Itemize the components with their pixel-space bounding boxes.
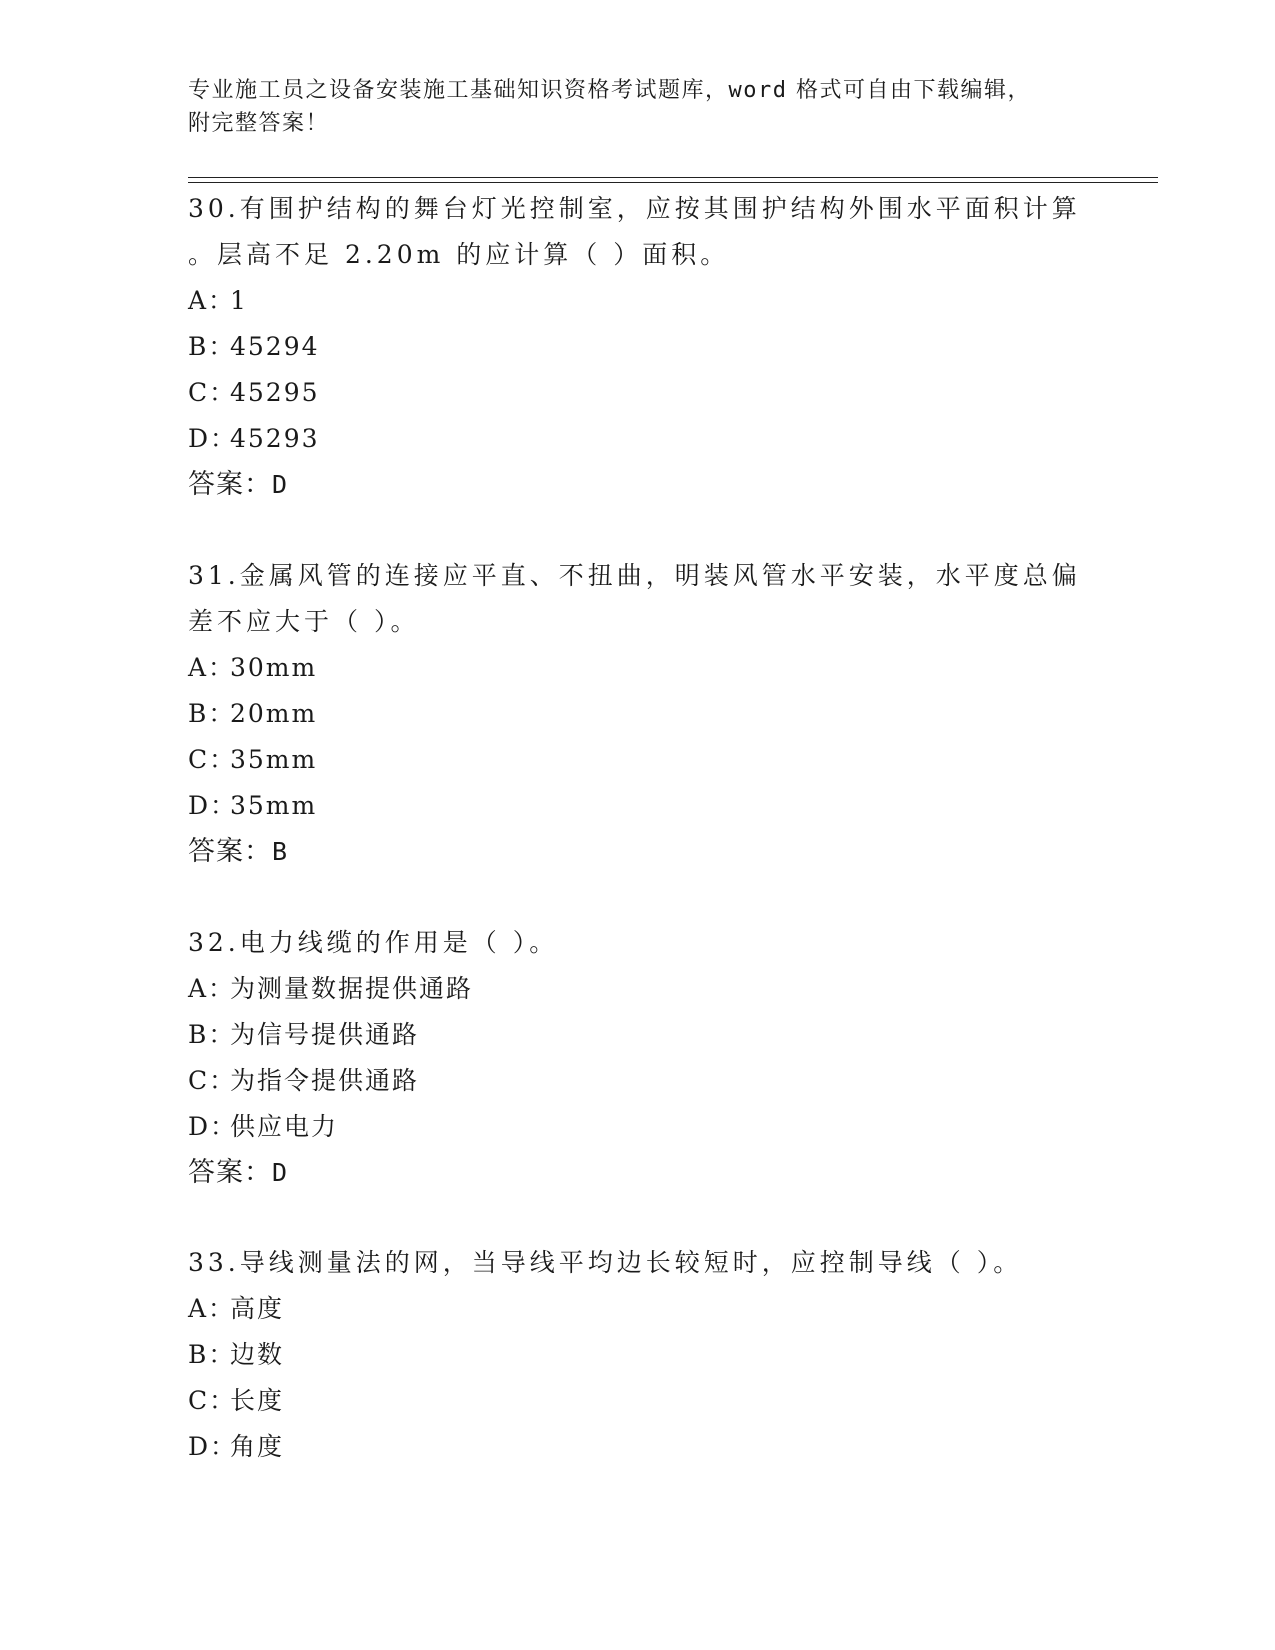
option-text: 为测量数据提供通路 — [230, 974, 474, 1003]
option-label: A： — [188, 1294, 236, 1323]
option-label: B： — [188, 1020, 236, 1049]
option-label: A： — [188, 286, 236, 315]
answer-line — [188, 829, 1088, 875]
answer-label: 答案： — [188, 836, 272, 867]
option-text: 20mm — [230, 699, 318, 728]
question-text-line: 31.金属风管的连接应平直、不扭曲，明装风管水平安装，水平度总偏 — [188, 561, 1081, 590]
question-32 — [188, 920, 1088, 1196]
header-text-c: 格式可自由下载编辑， — [787, 78, 1031, 103]
option-b — [188, 324, 1088, 370]
option-label: A： — [188, 653, 236, 682]
option-text: 为指令提供通路 — [230, 1066, 420, 1095]
option-b — [188, 1012, 1088, 1058]
option-text: 高度 — [230, 1294, 285, 1323]
option-d — [188, 1424, 1088, 1470]
header-divider-top — [188, 177, 1158, 178]
option-a — [188, 645, 1088, 691]
document-header — [188, 74, 1088, 140]
option-label: C： — [188, 1066, 237, 1095]
option-d — [188, 416, 1088, 462]
answer-line — [188, 462, 1088, 508]
option-d — [188, 1104, 1088, 1150]
answer-value: B — [272, 837, 289, 866]
header-divider-bottom — [188, 182, 1158, 183]
option-label: C： — [188, 378, 237, 407]
header-line-1 — [188, 74, 1088, 107]
answer-line — [188, 1150, 1088, 1196]
option-a — [188, 278, 1088, 324]
option-c — [188, 370, 1088, 416]
option-text: 1 — [230, 286, 248, 315]
option-c — [188, 737, 1088, 783]
option-label: D： — [188, 424, 238, 453]
option-text: 35mm — [230, 791, 318, 820]
option-c — [188, 1378, 1088, 1424]
option-text: 45294 — [230, 332, 320, 361]
option-text: 长度 — [230, 1386, 285, 1415]
answer-label: 答案： — [188, 1157, 272, 1188]
option-text: 35mm — [230, 745, 318, 774]
option-a — [188, 966, 1088, 1012]
option-a — [188, 1286, 1088, 1332]
option-label: B： — [188, 332, 236, 361]
question-text-line: 32.电力线缆的作用是（ ）。 — [188, 928, 559, 957]
header-text-a: 专业施工员之设备安装施工基础知识资格考试题库， — [188, 78, 729, 103]
option-label: D： — [188, 1112, 238, 1141]
option-text: 45293 — [230, 424, 320, 453]
header-text-word: word — [728, 78, 788, 103]
option-label: A： — [188, 974, 236, 1003]
option-text: 角度 — [230, 1432, 285, 1461]
question-text-line: 。层高不足 2.20m 的应计算（ ）面积。 — [188, 240, 730, 269]
option-b — [188, 1332, 1088, 1378]
option-label: C： — [188, 1386, 237, 1415]
option-label: B： — [188, 1340, 236, 1369]
question-text-line: 差不应大于（ ）。 — [188, 607, 420, 636]
option-label: D： — [188, 1432, 238, 1461]
option-text: 45295 — [230, 378, 320, 407]
option-text: 30mm — [230, 653, 318, 682]
option-c — [188, 1058, 1088, 1104]
question-text-line: 30.有围护结构的舞台灯光控制室，应按其围护结构外围水平面积计算 — [188, 194, 1081, 223]
header-line-2: 附完整答案！ — [188, 111, 330, 136]
answer-value: D — [272, 1158, 289, 1187]
answer-value: D — [272, 470, 289, 499]
option-label: D： — [188, 791, 238, 820]
option-text: 供应电力 — [230, 1112, 339, 1141]
option-b — [188, 691, 1088, 737]
answer-label: 答案： — [188, 469, 272, 500]
option-label: B： — [188, 699, 236, 728]
question-30 — [188, 186, 1088, 508]
question-33 — [188, 1240, 1088, 1470]
option-text: 为信号提供通路 — [230, 1020, 420, 1049]
question-text-line: 33.导线测量法的网，当导线平均边长较短时，应控制导线（ ）。 — [188, 1248, 1023, 1277]
option-d — [188, 783, 1088, 829]
question-31 — [188, 553, 1088, 875]
option-label: C： — [188, 745, 237, 774]
option-text: 边数 — [230, 1340, 285, 1369]
